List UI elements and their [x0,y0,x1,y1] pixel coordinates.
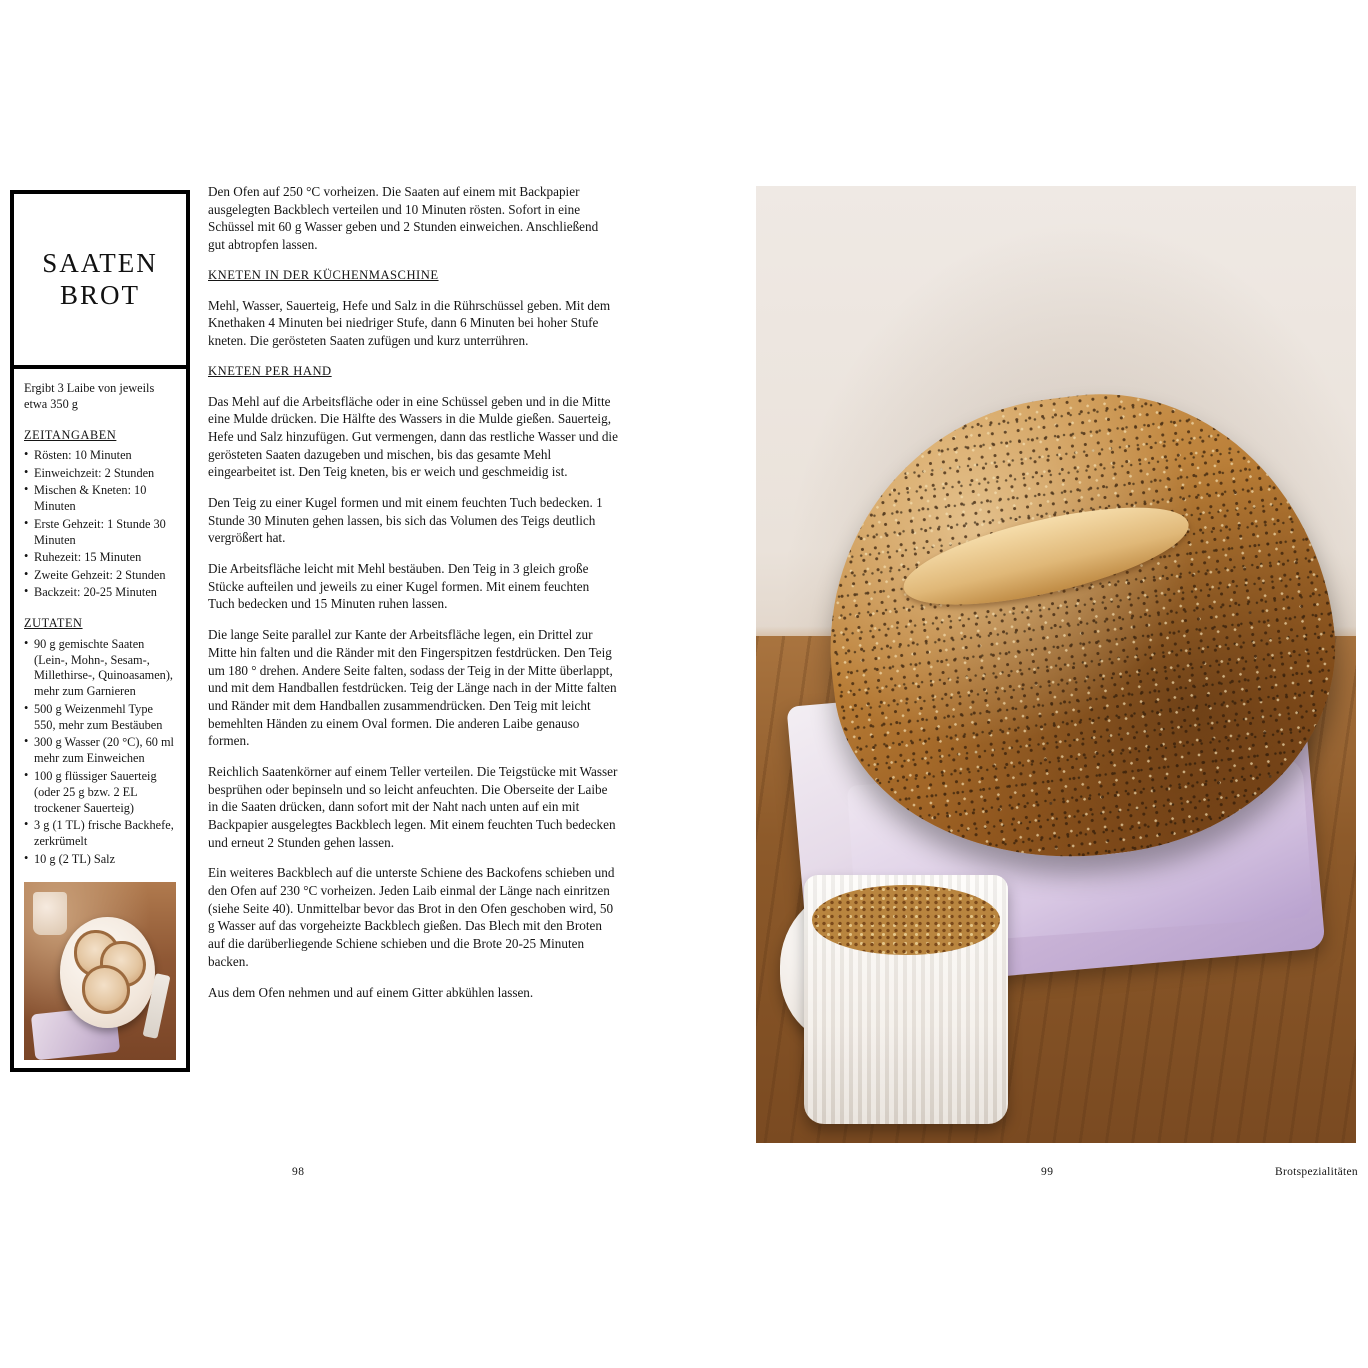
sidebar-body [14,369,186,1068]
method-paragraph: Mehl, Wasser, Sauerteig, Hefe und Salz in die Rührschüssel geben. Mit dem Knethaken 4 Minuten bei niedriger Stufe, dann 6 Minuten bei hoher Stufe kneten. Die gerösteten Saaten zufügen und kurz unterrühren. [208,297,611,348]
recipe-title-line-2: BROT [59,279,140,310]
list-item: • 10 g (2 TL) Salz [24,852,176,868]
list-item: • Einweichzeit: 2 Stunden [24,466,176,482]
method-paragraph: Reichlich Saatenkörner auf einem Teller verteilen. Die Teigstücke mit Wasser besprühen oder bepinseln und so leicht anfeuchten. Die Oberseite der Laibe in die Saaten drücken, dann sofort mit der Naht nach unten auf ein mit Backpapier ausgelegtes Backblech legen. Mit einem feuchten Tuch bedecken und erneut 2 Stunden gehen lassen. [208,763,618,850]
bread-slice-shape [82,965,131,1014]
list-item: • Ruhezeit: 15 Minuten [24,550,176,566]
list-item: • 300 g Wasser (20 °C), 60 ml mehr zum Einweichen [24,735,176,767]
jar-shape [33,892,66,935]
method-paragraph: Aus dem Ofen nehmen und auf einem Gitter abkühlen lassen. [208,984,534,1000]
list-item: • 500 g Weizenmehl Type 550, mehr zum Bestäuben [24,702,176,734]
page-title [42,248,158,310]
recipe-title-box [14,194,186,369]
method-paragraph: Den Ofen auf 250 °C vorheizen. Die Saaten auf einem mit Backpapier ausgelegten Backblech verteilen und 10 Minuten rösten. Sofort in eine Schüssel mit 60 g Wasser geben und 2 Stunden einweichen. Anschließend gut abtropfen lassen. [208,184,599,253]
page-number-left: 98 [292,1166,305,1178]
recipe-sidebar [10,190,190,1072]
list-item: • Rösten: 10 Minuten [24,448,176,464]
bread-hero-photo [756,186,1356,1143]
seed-texture [802,368,1356,885]
section-heading-hand: KNETEN PER HAND [208,363,332,378]
page-number-right: 99 [1041,1166,1054,1178]
seeded-bread-loaf [802,368,1356,885]
ingredients-heading: ZUTATEN [24,616,83,631]
right-page [684,0,1368,1368]
list-item: • Mischen & Kneten: 10 Minuten [24,483,176,515]
method-paragraph: Die Arbeitsfläche leicht mit Mehl bestäuben. Den Teig in 3 gleich große Stücke aufteilen und jeweils zu einer Kugel formen. Mit einem feuchten Tuch bedecken und 15 Minuten ruhen lassen. [208,561,590,612]
method-paragraph: Ein weiteres Backblech auf die unterste Schiene des Backofens schieben und den Ofen auf 230 °C vorheizen. Jeden Laib einmal der Länge nach einritzen (siehe Seite 40). Unmittelbar bevor das Brot in den Ofen geschoben wird, 50 g Wasser auf das vorgeheizte Backblech gießen. Das Blech mit den Broten auf die darüberliegende Schiene schieben und die Brote 20-25 Minuten backen. [208,865,615,969]
method-paragraph: Das Mehl auf die Arbeitsfläche oder in eine Schüssel geben und in die Mitte eine Mulde drücken. Die Hälfte des Wassers in die Mulde gießen. Sauerteig, Hefe und Salz hinzufügen. Gut vermengen, dann das restliche Wasser und die gerösteten Saaten dazugeben und mischen, bis das gesamte Mehl eingearbeitet ist. Den Teig kneten, bis er weich und geschmeidig ist. [208,393,618,480]
chapter-label: Brotspezialitäten [1274,1166,1358,1178]
method-paragraph: Den Teig zu einer Kugel formen und mit einem feuchten Tuch bedecken. 1 Stunde 30 Minuten gehen lassen, bis sich das Volumen des Teigs deutlich vergrößert hat. [208,495,603,546]
seed-cup [804,875,1008,1124]
list-item: • 100 g flüssiger Sauerteig (oder 25 g bzw. 2 EL trockener Sauerteig) [24,769,176,817]
list-item: • 3 g (1 TL) frische Backhefe, zerkrümelt [24,818,176,850]
list-item: • 90 g gemischte Saaten (Lein-, Mohn-, Sesam-, Millethirse-, Quinoasamen), mehr zum Garnieren [24,637,176,701]
sliced-bread-photo [24,882,176,1060]
list-item: • Backzeit: 20-25 Minuten [24,585,176,601]
list-item: • Erste Gehzeit: 1 Stunde 30 Minuten [24,517,176,549]
list-item: • Zweite Gehzeit: 2 Stunden [24,568,176,584]
method-column [208,183,618,1014]
recipe-yield: Ergibt 3 Laibe von jeweils etwa 350 g [24,381,155,411]
ingredients-list [24,637,176,868]
recipe-title-line-1: SAATEN [42,248,158,279]
method-paragraph: Die lange Seite parallel zur Kante der Arbeitsfläche legen, ein Drittel zur Mitte hin falten und die Ränder mit den Fingerspitzen festdrücken. Den Teig um 180 ° drehen. Andere Seite falten, sodass der Teig in der Mitte überlappt, und mit dem Handballen festdrücken. Teig der Länge nach in der Mitte falten und Ränder mit dem Handballen zusammendrücken. Den Teig mit leicht bemehlten Händen zu einem Oval formen. Die anderen Laibe genauso formen. [208,627,617,749]
section-heading-machine: KNETEN IN DER KÜCHENMASCHINE [208,267,439,282]
mixed-seeds [812,885,1000,955]
times-heading: ZEITANGABEN [24,427,117,442]
times-list [24,448,176,601]
